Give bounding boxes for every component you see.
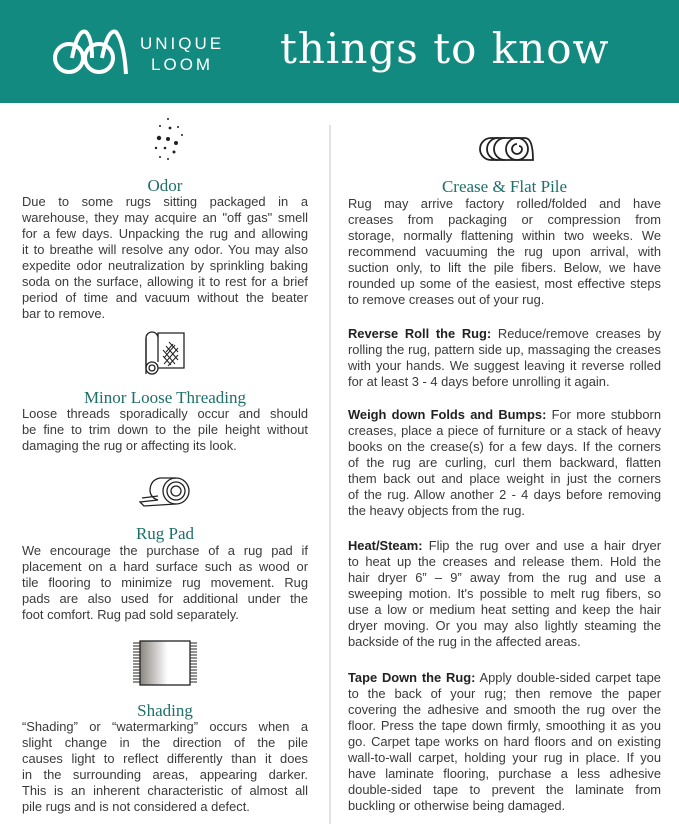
text-line: creases, place a piece of furniture or a stack of heavy: [348, 423, 661, 438]
text-line: period of time and vacuum without the beater: [22, 290, 308, 305]
column-divider: [329, 125, 331, 824]
text-line: storage, normally flattening within two weeks. We: [348, 228, 661, 243]
text-line: go. Carpet tape works on hard floors and on existing: [348, 734, 661, 749]
text-line: damaging the rug or affecting its look.: [22, 438, 237, 453]
text-line: use a low or medium heat setting and keep the hair: [348, 602, 661, 617]
text-line: recommend vacuuming the rug upon arrival, with: [348, 244, 661, 259]
text-line: buckling or otherwise being damaged.: [348, 798, 566, 813]
text-line-rest: Apply double-sided carpet tape: [475, 670, 661, 685]
text-line: have laminate flooring, purchase a less adhesive: [348, 766, 661, 781]
section-title: Odor: [147, 176, 183, 195]
section-title: Crease & Flat Pile: [441, 177, 568, 196]
text-line: We encourage the purchase of a rug pad if: [22, 543, 308, 558]
text-line: for at least 3 - 4 days before unrolling it again.: [348, 374, 610, 389]
rug-pad-roll-icon: [138, 476, 192, 508]
rolled-rug-threads-icon: [142, 330, 188, 376]
text-line: rounded up some of the easiest, most effective steps: [348, 276, 661, 291]
brand-line-2: LOOM: [151, 55, 214, 74]
text-line: to remove creases out of your rug.: [348, 292, 545, 307]
section-body: [22, 406, 308, 454]
text-line: tile flooring to minimize rug movement. Rug: [22, 575, 308, 590]
text-line: to heat up the creases and release them. Hold the: [348, 554, 661, 569]
text-line: Rug may arrive factory rolled/folded and have: [348, 196, 661, 211]
text-line: warehouse, they may acquire an "off gas" smell: [22, 210, 308, 225]
text-line: the heavy objects from the rug.: [348, 503, 525, 518]
paragraph-lead: Tape Down the Rug:: [348, 670, 476, 685]
text-line: backside of the rug in the affected areas.: [348, 634, 581, 649]
text-line: placement on a hard surface such as wood or: [22, 559, 308, 574]
text-line: sweeping motion. It's possible to melt rug fibers, so: [348, 586, 661, 601]
text-line: to the back of your rug; then remove the paper: [348, 686, 661, 701]
shaded-rug-icon: [132, 640, 198, 686]
text-line: This is an inherent characteristic of almost all: [22, 783, 308, 798]
text-line: covering the adhesive and smooth the rug over the: [348, 702, 661, 717]
right-column: [348, 0, 661, 824]
paragraph-lead: Heat/Steam:: [348, 538, 423, 553]
text-line: [348, 326, 661, 342]
text-line: of the rug are curling, curl them backward, flatten: [348, 455, 661, 470]
text-line: floor. Press the tape down firmly, smoothing it as you: [348, 718, 661, 733]
section-title: Shading: [137, 701, 193, 720]
section-body: [348, 670, 661, 814]
brand-line-1: UNIQUE: [140, 34, 225, 53]
text-line: foot comfort. Rug pad sold separately.: [22, 607, 239, 622]
text-line: Loose threads sporadically occur and should: [22, 406, 308, 421]
text-line: be fine to trim down to the pile height without: [22, 422, 308, 437]
text-line: hair dryer 6” – 9” away from the rug and use a: [348, 570, 661, 585]
section-body: [22, 719, 308, 815]
text-line: for a few days. Unpacking the rug and allowing: [22, 226, 308, 241]
section-body: [22, 194, 308, 322]
text-line: causes light to reflect differently than it does: [22, 751, 308, 766]
text-line: [348, 407, 661, 423]
text-line: pile rugs and is not considered a defect.: [22, 799, 250, 814]
text-line: pads are also used for additional under the: [22, 591, 308, 606]
text-line: Due to some rugs sitting packaged in a: [22, 194, 308, 209]
text-line-rest: Flip the rug over and use a hair dryer: [422, 538, 661, 553]
section-body: [348, 407, 661, 519]
text-line: “Shading” or “watermarking” occurs when a: [22, 719, 308, 734]
text-line: books on the crease(s) for a few days. If the corners: [348, 439, 661, 454]
left-column: [22, 0, 308, 824]
text-line: expedite odor neutralization by sprinkling baking: [22, 258, 308, 273]
text-line: [348, 538, 661, 554]
text-line: wall-to-wall carpet, holding your rug in place. If you: [348, 750, 661, 765]
text-line: creases from packaging or compression from: [348, 212, 661, 227]
section-title: Rug Pad: [135, 524, 195, 543]
text-line: [348, 670, 661, 686]
text-line: of the rug. Allow another 2 - 4 days before removing: [348, 487, 661, 502]
text-line: bar to remove.: [22, 306, 106, 321]
text-line: soda on the surface, allowing it to rest for a brief: [22, 274, 308, 289]
rolled-rugs-icon: [479, 136, 535, 162]
text-line: in the surrounding areas, appearing darker.: [22, 767, 308, 782]
text-line-rest: For more stubborn: [546, 407, 661, 422]
paragraph-lead: Weigh down Folds and Bumps:: [348, 407, 547, 422]
text-line: slight change in the direction of the pile: [22, 735, 308, 750]
odor-dots-icon: [148, 116, 188, 162]
text-line: rolling the rug, pattern side up, massaging the creases: [348, 342, 661, 357]
section-body: [348, 538, 661, 650]
section-body: [348, 326, 661, 390]
text-line: it to breathe will resolve any odor. You may also: [22, 242, 308, 257]
section-body: [22, 543, 308, 623]
paragraph-lead: Reverse Roll the Rug:: [348, 326, 492, 341]
text-line-rest: Reduce/remove creases by: [491, 326, 661, 341]
page-title: things to know: [280, 24, 610, 73]
text-line: dryer moving. Or you may also lightly steaming the: [348, 618, 661, 633]
section-body: [348, 196, 661, 308]
section-title: Minor Loose Threading: [83, 388, 247, 407]
text-line: suction only, to lift the pile fibers. Below, we have: [348, 260, 661, 275]
text-line: double-sided tape to prevent the laminate from: [348, 782, 661, 797]
text-line: them back out and place weight in just the corners: [348, 471, 661, 486]
text-line: with your hands. We suggest leaving it reverse rolled: [348, 358, 661, 373]
